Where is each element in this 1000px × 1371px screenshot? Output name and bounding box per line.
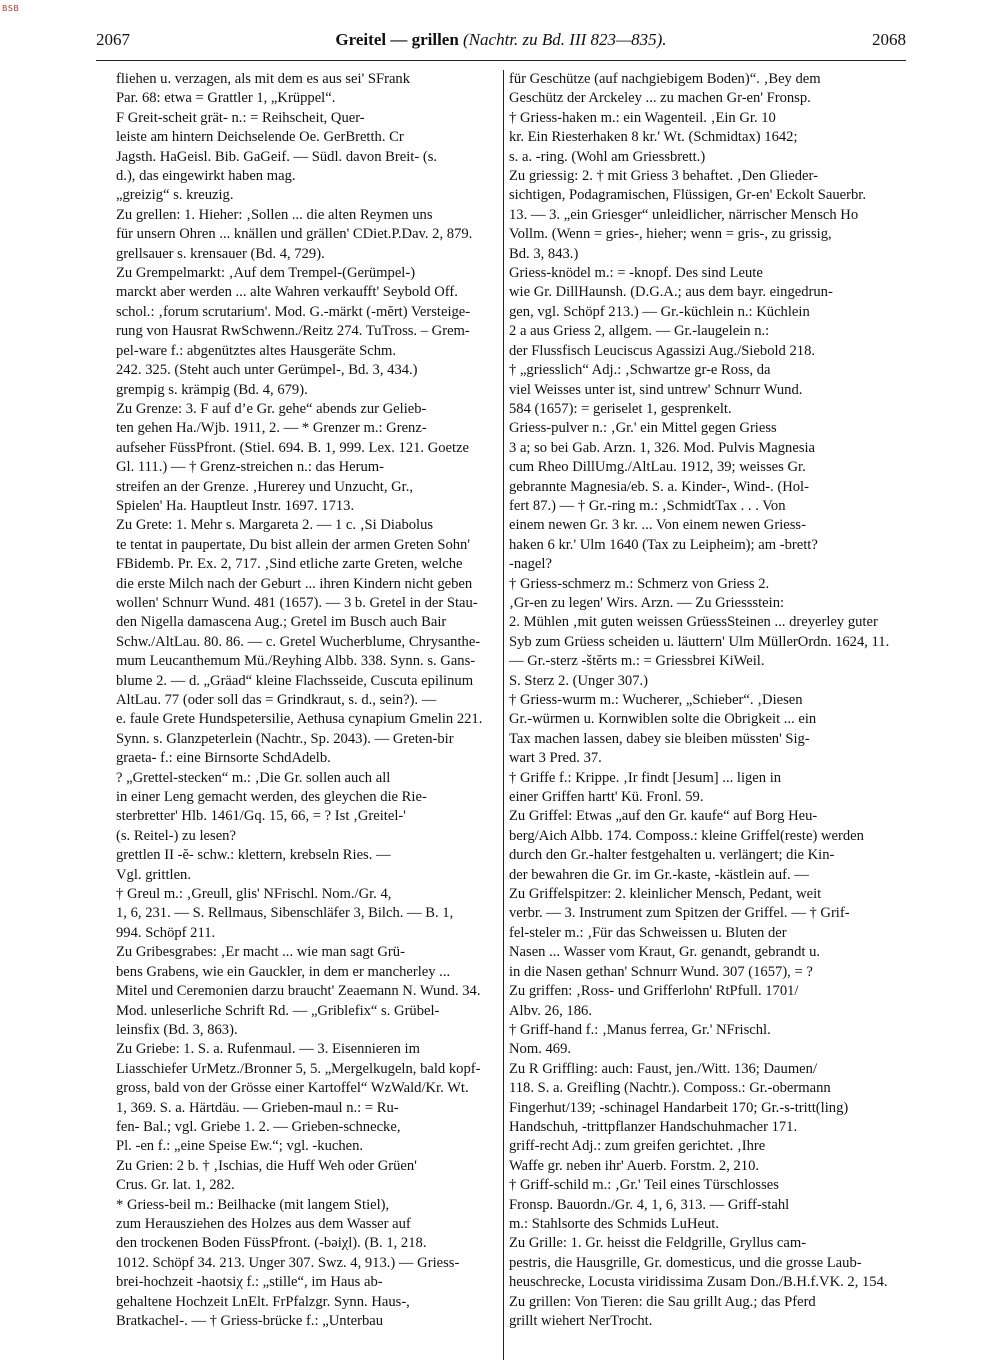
text-line: (s. Reitel-) zu lesen? bbox=[116, 827, 236, 844]
text-line: für Geschütze (auf nachgiebigem Boden)“. ‚Bey dem bbox=[509, 71, 821, 87]
text-line: fen- Bal.; vgl. Griebe 1. 2. — Grieben-schnecke, bbox=[116, 1118, 401, 1135]
page-header bbox=[96, 30, 906, 56]
text-line: Liasschiefer UrMetz./Bronner 5, 5. „Mergelkugeln, bald kopf- bbox=[116, 1060, 481, 1077]
text-line: * Griess-beil m.: Beilhacke (mit langem Stiel), bbox=[116, 1196, 390, 1213]
text-line: haken 6 kr.' Ulm 1640 (Tax zu Leipheim); am -brett? bbox=[509, 536, 818, 553]
text-line: Zu Grenze: 3. F auf d’e Gr. gehe“ abends zur Gelieb- bbox=[116, 400, 427, 417]
text-line: aufseher FüssPfront. (Stiel. 694. B. 1, 999. Lex. 121. Goetze bbox=[116, 439, 470, 456]
text-line: schol.: ‚forum scrutarium'. Mod. G.-märkt (-mĕrt) Versteige- bbox=[116, 303, 471, 320]
title-text: Greitel — grillen bbox=[335, 30, 459, 49]
text-line: Zu griessig: 2. † mit Griess 3 behaftet. ‚Den Glieder- bbox=[509, 168, 818, 185]
text-line: brei-hochzeit -haotsiχ f.: „stille“, im Haus ab- bbox=[116, 1274, 383, 1291]
text-line: cum Rheo DillUmg./AltLau. 1912, 39; weisses Gr. bbox=[509, 459, 806, 476]
text-line: Synn. s. Glanzpeterlein (Nachtr., Sp. 2043). — Greten-bir bbox=[116, 730, 454, 747]
left-column bbox=[116, 70, 500, 1360]
text-line: 1, 369. S. a. Härtdäu. — Grieben-maul n.: = Ru- bbox=[116, 1099, 399, 1116]
text-line: Spielen' Ha. Hauptleut Instr. 1697. 1713. bbox=[116, 497, 355, 514]
text-line: ? „Grettel-stecken“ m.: ‚Die Gr. sollen auch all bbox=[116, 769, 391, 786]
right-column bbox=[509, 70, 905, 1360]
text-line: griff-recht Adj.: zum greifen gerichtet. ‚Ihre bbox=[509, 1138, 766, 1155]
text-line: grellsauer s. krensauer (Bd. 4, 729). bbox=[116, 245, 325, 262]
text-line: F Greit-scheit grät- n.: = Reihscheit, Quer- bbox=[116, 109, 365, 126]
text-line: Zu grillen: Von Tieren: die Sau grillt Aug.; das Pferd bbox=[509, 1293, 816, 1310]
text-line: Griess-pulver n.: ‚Gr.' ein Mittel gegen Griess bbox=[509, 420, 777, 437]
text-line: „greizig“ s. kreuzig. bbox=[116, 187, 234, 204]
text-line: den Nigella damascena Aug.; Gretel im Busch auch Bair bbox=[116, 614, 447, 631]
text-line: die erste Milch nach der Geburt ... ihren Kindern nicht geben bbox=[116, 575, 473, 592]
text-line: Zu Griebe: 1. S. a. Rufenmaul. — 3. Eisennieren im bbox=[116, 1041, 420, 1058]
header-rule bbox=[96, 60, 906, 61]
text-line: in einer Leng gemacht werden, des gleychen die Rie- bbox=[116, 789, 427, 806]
text-line: der bewahren die Gr. im Gr.-kaste, -kästlein auf. — bbox=[509, 866, 809, 883]
text-line: marckt aber werden ... alte Wahren verkaufft' Seybold Off. bbox=[116, 284, 458, 301]
text-line: einem newen Gr. 3 kr. ... Von einem newen Griess- bbox=[509, 517, 806, 534]
text-line: 2 a aus Griess 2, allgem. — Gr.-laugelein n.: bbox=[509, 323, 770, 340]
text-line: 1012. Schöpf 34. 213. Unger 307. Swz. 4, 913.) — Griess- bbox=[116, 1254, 460, 1271]
text-line: den trockenen Boden FüssPfront. (-bəiχl). (B. 1, 218. bbox=[116, 1235, 427, 1252]
text-line: Bd. 3, 843.) bbox=[509, 245, 579, 262]
text-line: Fingerhut/139; -schinagel Handarbeit 170; Gr.-s-tritt(ling) bbox=[509, 1099, 849, 1116]
text-line: Gl. 111.) — † Grenz-streichen n.: das Herum- bbox=[116, 459, 385, 476]
text-line: zum Herausziehen des Holzes aus dem Wasser auf bbox=[116, 1215, 411, 1232]
text-line: rung von Hausrat RwSchwenn./Reitz 274. TuTross. – Grem- bbox=[116, 323, 470, 340]
text-line: 13. — 3. „ein Griesger“ unleidlicher, närrischer Mensch Ho bbox=[509, 206, 859, 223]
text-line: sichtigen, Podagramischen, Flüssigen, Gr-en' Eckolt Sauerbr. bbox=[509, 187, 866, 204]
text-line: gehaltene Hochzeit LnElt. FrPfalzgr. Synn. Haus-, bbox=[116, 1293, 410, 1310]
text-line: viel Weisses unter ist, sind untrew' Schnurr Wund. bbox=[509, 381, 803, 398]
text-line: gross, bald von der Grösse einer Kartoffel“ WzWald/Kr. Wt. bbox=[116, 1080, 469, 1097]
text-line: leiste am hintern Deichselende Oe. GerBretth. Cr bbox=[116, 129, 404, 146]
page-number-right: 2068 bbox=[871, 30, 906, 49]
text-line: † Griff-hand f.: ‚Manus ferrea, Gr.' NFrischl. bbox=[509, 1021, 771, 1038]
text-line: fel-steler m.: ‚Für das Schweissen u. Bluten der bbox=[509, 924, 787, 941]
text-line: † Griess-schmerz m.: Schmerz von Griess 2. bbox=[509, 575, 770, 592]
text-line: ‚Gr-en zu legen' Wirs. Arzn. — Zu Griessstein: bbox=[509, 594, 785, 611]
text-line: Pl. -en f.: „eine Speise Ew.“; vgl. -kuchen. bbox=[116, 1138, 364, 1155]
text-line: mum Leucanthemum Mü./Reyhing Albb. 338. Synn. s. Gans- bbox=[116, 653, 476, 670]
text-line: grillt wiehert NerTrocht. bbox=[509, 1313, 653, 1329]
text-line: bens Grabens, wie ein Gauckler, in dem er mancherley ... bbox=[116, 963, 451, 980]
text-line: d.), das eingewirkt haben mag. bbox=[116, 168, 296, 185]
text-line: -nagel? bbox=[509, 556, 552, 573]
text-line: graeta- f.: eine Birnsorte SchdAdelb. bbox=[116, 750, 331, 767]
text-line: Mod. unleserliche Schrift Rd. — „Griblefix“ s. Grübel- bbox=[116, 1002, 440, 1019]
text-line: Mitel und Ceremonien darzu braucht' Zeaemann N. Wund. 34. bbox=[116, 983, 481, 1000]
text-line: Vollm. (Wenn = gries-, hieher; wenn = gris-, zu grissig, bbox=[509, 226, 832, 243]
text-line: S. Sterz 2. (Unger 307.) bbox=[509, 672, 649, 689]
text-line: 584 (1657): = geriselet 1, gesprenkelt. bbox=[509, 400, 732, 417]
text-line: Vgl. grittlen. bbox=[116, 866, 191, 883]
text-line: te tentat in paupertate, Du bist allein der armen Greten Sohn' bbox=[116, 536, 470, 553]
text-line: einer Griffen hartt' Kü. Fronl. 59. bbox=[509, 789, 704, 806]
text-line: Zu Gribesgrabes: ‚Er macht ... wie man sagt Grü- bbox=[116, 944, 405, 961]
text-line: Zu Griffelspitzer: 2. kleinlicher Mensch, Pedant, weit bbox=[509, 886, 822, 903]
text-line: Zu Grempelmarkt: ‚Auf dem Trempel-(Gerümpel-) bbox=[116, 265, 416, 282]
text-line: † Griff-schild m.: ‚Gr.' Teil eines Türschlosses bbox=[509, 1177, 779, 1194]
text-line: streifen an der Grenze. ‚Hurerey und Unzucht, Gr., bbox=[116, 478, 414, 495]
text-line: s. a. -ring. (Wohl am Griessbrett.) bbox=[509, 148, 706, 165]
text-line: Par. 68: etwa = Grattler 1, „Krüppel“. bbox=[116, 90, 336, 107]
text-line: Tax machen lassen, dabey sie bleiben müssten' Sig- bbox=[509, 730, 810, 747]
text-line: e. faule Grete Hundspetersilie, Aethusa cynapium Gmelin 221. bbox=[116, 711, 483, 728]
text-line: FBidemb. Pr. Ex. 2, 717. ‚Sind etliche zarte Greten, welche bbox=[116, 556, 463, 573]
text-line: pestris, die Hausgrille, Gr. domesticus, und die grosse Laub- bbox=[509, 1254, 862, 1271]
text-line: in die Nasen gethan' Schnurr Wund. 307 (1657), = ? bbox=[509, 963, 813, 980]
text-line: — Gr.-sterz -štĕrts m.: = Griessbrei KiWeil. bbox=[509, 653, 765, 670]
text-line: 242. 325. (Steht auch unter Gerümpel-, Bd. 3, 434.) bbox=[116, 362, 418, 379]
text-line: durch den Gr.-halter festgehalten u. verlängert; die Kin- bbox=[509, 847, 835, 864]
text-line: AltLau. 77 (oder soll das = Grindkraut, s. d., sein?). — bbox=[116, 692, 437, 708]
text-line: Zu R Griffling: auch: Faust, jen./Witt. 136; Daumen/ bbox=[509, 1060, 818, 1077]
text-line: verbr. — 3. Instrument zum Spitzen der Griffel. — † Grif- bbox=[509, 905, 850, 922]
text-line: Waffe gr. neben ihr' Auerb. Forstm. 2, 210. bbox=[509, 1157, 760, 1174]
text-line: Schw./AltLau. 80. 86. — c. Gretel Wucherblume, Chrysanthe- bbox=[116, 633, 481, 650]
text-line: Zu Griffel: Etwas „auf den Gr. kaufe“ auf Borg Heu- bbox=[509, 808, 818, 825]
text-line: fert 87.) — † Gr.-ring m.: ‚SchmidtTax . . . Von bbox=[509, 497, 786, 514]
text-line: 118. S. a. Greifling (Nachtr.). Composs.: Gr.-obermann bbox=[509, 1080, 831, 1097]
text-line: † Griffe f.: Krippe. ‚Ir findt [Jesum] ... ligen in bbox=[509, 769, 782, 786]
text-line: wart 3 Pred. 37. bbox=[509, 750, 602, 767]
text-line: Bratkachel-. — † Griess-brücke f.: „Unterbau bbox=[116, 1313, 384, 1329]
title-subtitle: (Nachtr. zu Bd. III 823—835). bbox=[463, 30, 667, 49]
text-line: Syb zum Grüess scheiden u. läuttern' Ulm MüllerOrdn. 1624, 11. bbox=[509, 633, 890, 650]
text-line: Crus. Gr. lat. 1, 282. bbox=[116, 1177, 235, 1194]
text-line: fliehen u. verzagen, als mit dem es aus sei' SFrank bbox=[116, 71, 411, 87]
text-line: Griess-knödel m.: = -knopf. Des sind Leute bbox=[509, 265, 763, 282]
text-line: Jagsth. HaGeisl. Bib. GaGeif. — Südl. davon Breit- (s. bbox=[116, 148, 438, 165]
text-line: 3 a; so bei Gab. Arzn. 1, 326. Mod. Pulvis Magnesia bbox=[509, 439, 816, 456]
text-line: † Griess-haken m.: ein Wagenteil. ‚Ein Gr. 10 bbox=[509, 109, 776, 126]
text-line: blume 2. — d. „Gräad“ kleine Flachsseide, Cuscuta epilinum bbox=[116, 672, 474, 689]
text-line: m.: Stahlsorte des Schmids LuHeut. bbox=[509, 1215, 719, 1232]
library-watermark: BSB bbox=[2, 4, 20, 13]
text-line: Handschuh, -trittpflanzer Handschuhmacher 171. bbox=[509, 1118, 798, 1135]
text-line: Gr.-würmen u. Kornwiblen solte die Obrigkeit ... ein bbox=[509, 711, 817, 728]
text-line: pel-ware f.: abgenütztes altes Hausgeräte Schm. bbox=[116, 342, 397, 359]
text-line: gen, vgl. Schöpf 213.) — Gr.-küchlein n.: Küchlein bbox=[509, 303, 810, 320]
text-line: Zu Grien: 2 b. † ‚Ischias, die Huff Weh oder Grüen' bbox=[116, 1157, 417, 1174]
text-line: Zu Grete: 1. Mehr s. Margareta 2. — 1 c. ‚Si Diabolus bbox=[116, 517, 434, 534]
text-line: wie Gr. DillHaunsh. (D.G.A.; aus dem bayr. eingedrun- bbox=[509, 284, 833, 301]
running-title bbox=[335, 30, 666, 50]
text-line: † „griesslich“ Adj.: ‚Schwartze gr-e Ross, da bbox=[509, 362, 771, 379]
text-line: wollen' Schnurr Wund. 481 (1657). — 3 b. Gretel in der Stau- bbox=[116, 594, 478, 611]
text-line: für unsern Ohren ... knällen und grällen' CDiet.P.Dav. 2, 879. bbox=[116, 226, 473, 243]
text-line: Albv. 26, 186. bbox=[509, 1002, 592, 1019]
text-line: gebrannte Magnesia/eb. S. a. Kinder-, Wind-. (Hol- bbox=[509, 478, 809, 495]
column-divider bbox=[503, 70, 504, 1360]
text-line: heuschrecke, Locusta viridissima Zusam Don./B.H.f.VK. 2, 154. bbox=[509, 1274, 888, 1291]
text-line: sterbretter' Hlb. 1461/Gq. 15, 66, = ? Ist ‚Greitel-' bbox=[116, 808, 406, 825]
text-line: 2. Mühlen ‚mit guten weissen GrüessSteinen ... dreyerley guter bbox=[509, 614, 878, 631]
text-line: leinsfix (Bd. 3, 863). bbox=[116, 1021, 238, 1038]
text-line: Fronsp. Bauordn./Gr. 4, 1, 6, 313. — Griff-stahl bbox=[509, 1196, 790, 1213]
text-line: grempig s. krämpig (Bd. 4, 679). bbox=[116, 381, 308, 398]
text-line: † Griess-wurm m.: Wucherer, „Schieber“. ‚Diesen bbox=[509, 692, 803, 708]
text-line: 994. Schöpf 211. bbox=[116, 924, 216, 941]
text-line: 1, 6, 231. — S. Rellmaus, Sibenschläfer 3, Bilch. — B. 1, bbox=[116, 905, 454, 922]
text-line: Nom. 469. bbox=[509, 1041, 572, 1058]
text-line: kr. Ein Riesterhaken 8 kr.' Wt. (Schmidtax) 1642; bbox=[509, 129, 798, 146]
text-line: Zu grellen: 1. Hieher: ‚Sollen ... die alten Reymen uns bbox=[116, 206, 433, 223]
text-line: Zu griffen: ‚Ross- und Grifferlohn' RtPfull. 1701/ bbox=[509, 983, 799, 1000]
text-line: ten gehen Ha./Wjb. 1911, 2. — * Grenzer m.: Grenz- bbox=[116, 420, 427, 437]
text-line: der Flussfisch Leuciscus Agassizi Aug./Siebold 218. bbox=[509, 342, 816, 359]
text-line: grettlen II -ĕ- schw.: klettern, krebseln Ries. — bbox=[116, 847, 391, 864]
text-line: Nasen ... Wasser vom Kraut, Gr. genandt, gebrandt u. bbox=[509, 944, 821, 961]
text-line: berg/Aich Albb. 174. Composs.: kleine Griffel(reste) werden bbox=[509, 827, 864, 844]
text-line: † Greul m.: ‚Greull, glis' NFrischl. Nom./Gr. 4, bbox=[116, 886, 392, 903]
text-line: Geschütz der Arckeley ... zu machen Gr-en' Fronsp. bbox=[509, 90, 811, 107]
text-line: Zu Grille: 1. Gr. heisst die Feldgrille, Gryllus cam- bbox=[509, 1235, 807, 1252]
page-number-left: 2067 bbox=[96, 30, 130, 49]
